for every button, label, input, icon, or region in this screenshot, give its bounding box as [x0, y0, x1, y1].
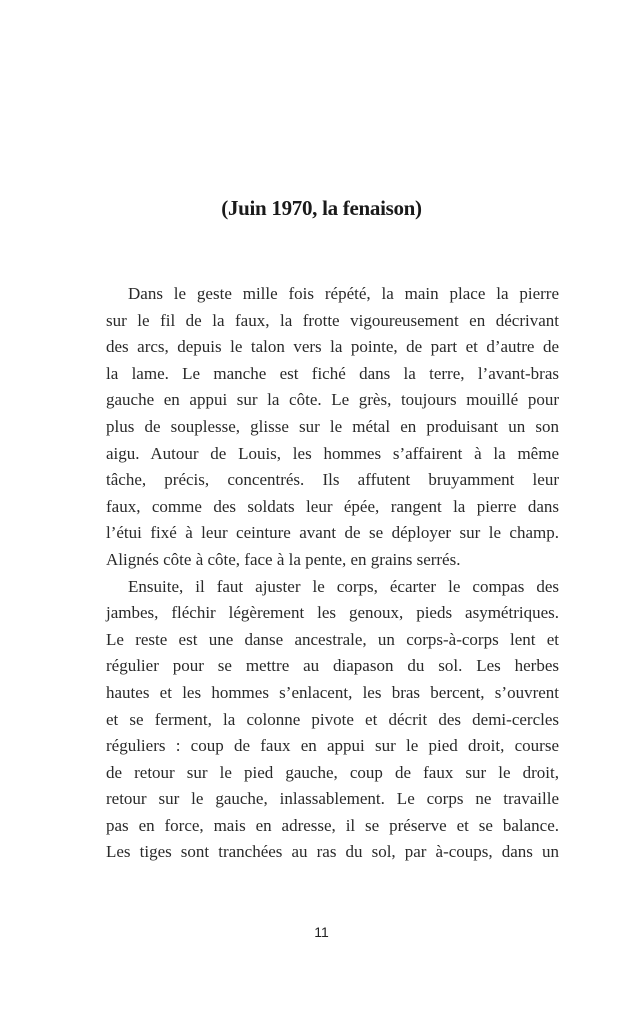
text-line: tâche, précis, concentrés. Ils affutent bruyamment leur	[106, 470, 559, 490]
text-line: aigu. Autour de Louis, les hommes s’affairent à la même	[106, 443, 559, 463]
text-line: faux, comme des soldats leur épée, rangent la pierre dans	[106, 496, 559, 516]
text-line: jambes, fléchir légèrement les genoux, pieds asymétriques.	[106, 603, 559, 623]
text-line: régulier pour se mettre au diapason du sol. Les herbes	[106, 656, 559, 676]
paragraph-2	[106, 574, 559, 867]
text-line: des arcs, depuis le talon vers la pointe, de part et d’autre de	[106, 337, 559, 357]
text-line: et se ferment, la colonne pivote et décrit des demi-cercles	[106, 709, 559, 729]
text-line: de retour sur le pied gauche, coup de faux sur le droit,	[106, 762, 559, 782]
text-line: la lame. Le manche est fiché dans la terre, l’avant-bras	[106, 363, 559, 383]
text-line: Le reste est une danse ancestrale, un corps-à-corps lent et	[106, 629, 559, 649]
text-line: retour sur le gauche, inlassablement. Le corps ne travaille	[106, 789, 559, 809]
text-line: pas en force, mais en adresse, il se préserve et se balance.	[106, 815, 559, 835]
text-line: Ensuite, il faut ajuster le corps, écarter le compas des	[128, 576, 559, 596]
text-line: Alignés côte à côte, face à la pente, en grains serrés.	[106, 549, 461, 569]
paragraph-1	[106, 281, 559, 574]
body-text	[106, 281, 559, 866]
text-line: réguliers : coup de faux en appui sur le pied droit, course	[106, 736, 559, 756]
text-line: gauche en appui sur la côte. Le grès, toujours mouillé pour	[106, 390, 559, 410]
text-line: Les tiges sont tranchées au ras du sol, par à-coups, dans un	[106, 842, 559, 862]
page-number: 11	[314, 924, 329, 940]
text-line: l’étui fixé à leur ceinture avant de se déployer sur le champ.	[106, 523, 559, 543]
text-line: plus de souplesse, glisse sur le métal en produisant un son	[106, 416, 559, 436]
text-line: Dans le geste mille fois répété, la main place la pierre	[128, 284, 559, 303]
text-line: sur le fil de la faux, la frotte vigoureusement en décrivant	[106, 310, 559, 330]
text-line: hautes et les hommes s’enlacent, les bras bercent, s’ouvrent	[106, 682, 559, 702]
chapter-title: (Juin 1970, la fenaison)	[221, 196, 422, 220]
